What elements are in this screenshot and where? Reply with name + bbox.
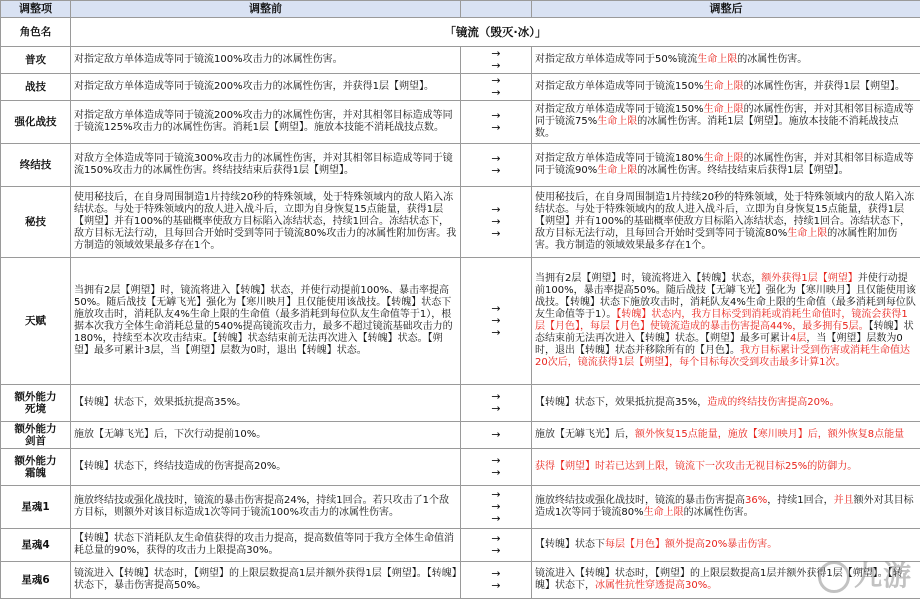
text-segment: 的冰属性伤害，并对其相邻目标造成等同于镜流90% bbox=[535, 153, 914, 176]
changed-text: 额外恢复15点能量，施放【寒川映月】后，额外恢复8点能量 bbox=[635, 429, 905, 440]
row-after bbox=[532, 422, 920, 449]
row-category: 终结技 bbox=[1, 144, 71, 187]
text-segment: 并使行动提前100%，暴击率提高50%。随后战技【无罅飞光】强化为【寒川映月】且仅能使用该战技。【转魄】状态下施放攻击时，消耗队友4%生命上限的生命值（最多消耗到每位队友生命值等于1）。 bbox=[535, 273, 916, 320]
changed-text: 并且 bbox=[833, 495, 854, 506]
row-before: 当拥有2层【朔望】时，镜流将进入【转魄】状态，并使行动提前100%、暴击率提高50%。随后战技【无罅飞光】强化为【寒川映月】且仅能使用该战技。【转魄】状态下施放攻击时，消耗队友4%生命上限的生命值（最多消耗到每位队友生命值等于1），根据本次我方全体生命消耗总量的540%提高镜流攻击力，最多不超过镜流基础攻击力的180%，持续至本次攻击结束。【转魄】状态结束前无法再次进入【转魄】状态。【朔望】最多可累计3层，当【朔望】层数为0时，退出【转魄】状态。 bbox=[71, 258, 461, 385]
table-row bbox=[1, 187, 920, 258]
text-segment: 对指定敌方单体造成等同于50%镜流 bbox=[535, 54, 698, 65]
row-before: 对敌方全体造成等同于镜流300%攻击力的冰属性伤害，并对其相邻目标造成等同于镜流150%攻击力的冰属性伤害。终结技结束后获得1层【朔望】。 bbox=[71, 144, 461, 187]
changed-text: 生命上限 bbox=[703, 153, 744, 164]
row-category: 普攻 bbox=[1, 47, 71, 74]
row-category: 强化战技 bbox=[1, 101, 71, 144]
row-category: 额外能力 剑首 bbox=[1, 422, 71, 449]
table-row bbox=[1, 529, 920, 562]
text-segment: 的冰属性伤害，并获得1层【朔望】。 bbox=[743, 81, 905, 92]
table-row bbox=[1, 486, 920, 529]
changed-text: 生命上限 bbox=[703, 104, 744, 115]
row-arrow: → → → bbox=[461, 486, 532, 529]
row-arrow: → → bbox=[461, 385, 532, 422]
changed-text: 生命上限 bbox=[643, 507, 684, 518]
row-before: 施放【无罅飞光】后，下次行动提前10%。 bbox=[71, 422, 461, 449]
row-arrow: → → bbox=[461, 562, 532, 599]
table-row bbox=[1, 74, 920, 101]
changed-text: 【转魄】状态内，我方目标受到消耗或消耗生命值时，镜流会获得1层【月色】，每层【月色】使镜流造成的暴击伤害提高44%，最多拥有5层。 bbox=[535, 309, 908, 332]
row-before: 对指定敌方单体造成等同于镜流200%攻击力的冰属性伤害，并对其相邻目标造成等同于镜流125%攻击力的冰属性伤害。消耗1层【朔望】。施放本技能不消耗战技点数。 bbox=[71, 101, 461, 144]
row-after bbox=[532, 101, 920, 144]
table-row bbox=[1, 101, 920, 144]
table-row bbox=[1, 562, 920, 599]
text-segment: 的冰属性附加伤害。我方制造的领域效果最多存在1个。 bbox=[535, 228, 898, 251]
table-row bbox=[1, 47, 920, 74]
table-row bbox=[1, 422, 920, 449]
table-row bbox=[1, 144, 920, 187]
text-segment: 镜流进入【转魄】状态时，【朔望】的上限层数提高1层并额外获得1层【朔望】。【转魄】状态下， bbox=[535, 568, 903, 591]
row-arrow: → → bbox=[461, 529, 532, 562]
table-row bbox=[1, 449, 920, 486]
row-arrow: → → → bbox=[461, 258, 532, 385]
header-item: 调整项 bbox=[1, 1, 71, 18]
row-after bbox=[532, 385, 920, 422]
text-segment: 对指定敌方单体造成等同于镜流150% bbox=[535, 104, 704, 115]
text-segment: 施放【无罅飞光】后， bbox=[535, 429, 635, 440]
changed-text: 36% bbox=[745, 495, 768, 506]
text-segment: 额外对其目标造成1次等同于镜流80% bbox=[535, 495, 914, 518]
row-arrow: → → → bbox=[461, 187, 532, 258]
text-segment: 当拥有2层【朔望】时，镜流将进入【转魄】状态， bbox=[535, 273, 762, 284]
changed-text: 生命上限 bbox=[597, 165, 638, 176]
row-after bbox=[532, 258, 920, 385]
changed-text: 生命上限 bbox=[703, 81, 744, 92]
row-before: 对指定敌方单体造成等同于镜流100%攻击力的冰属性伤害。 bbox=[71, 47, 461, 74]
changed-text: 额外获得1层【朔望】 bbox=[761, 273, 858, 284]
row-after bbox=[532, 187, 920, 258]
row-category: 天赋 bbox=[1, 258, 71, 385]
text-segment: 的冰属性伤害。 bbox=[737, 54, 808, 65]
row-before: 【转魄】状态下消耗队友生命值获得的攻击力提高，提高数值等同于我方全体生命值消耗总量的90%，获得的攻击力上限提高30%。 bbox=[71, 529, 461, 562]
row-before: 使用秘技后，在自身周围制造1片持续20秒的特殊领域，处于特殊领域内的敌人陷入冻结状态。与处于特殊领域内的敌人进入战斗后，立即为自身恢复15点能量，获得1层【朔望】并有100%的基础概率使敌方目标陷入冻结状态，持续1回合。冻结状态下，敌方目标无法行动，且每回合开始时受到等同于镜流80%攻击力的冰属性附加伤害。我方制造的领域效果最多存在1个。 bbox=[71, 187, 461, 258]
table-row bbox=[1, 385, 920, 422]
text-segment: 的冰属性伤害。消耗1层【朔望】。施放本技能不消耗战技点数。 bbox=[535, 116, 899, 139]
text-segment: ，持续1回合， bbox=[767, 495, 834, 506]
changed-text: 生命上限 bbox=[697, 54, 738, 65]
row-arrow: → → bbox=[461, 74, 532, 101]
text-segment: 的冰属性伤害。终结技结束后获得1层【朔望】。 bbox=[637, 165, 849, 176]
row-category: 额外能力 死境 bbox=[1, 385, 71, 422]
text-segment: 施放终结技或强化战技时，镜流的暴击伤害提高 bbox=[535, 495, 745, 506]
changed-text: 冰属性抗性穿透提高30%。 bbox=[595, 580, 718, 591]
row-arrow: → → bbox=[461, 47, 532, 74]
row-category: 星魂6 bbox=[1, 562, 71, 599]
row-after bbox=[532, 74, 920, 101]
row-category: 秘技 bbox=[1, 187, 71, 258]
text-segment: 【转魄】状态下 bbox=[535, 539, 605, 550]
changed-text: 4层 bbox=[790, 333, 807, 344]
row-before: 对指定敌方单体造成等同于镜流200%攻击力的冰属性伤害，并获得1层【朔望】。 bbox=[71, 74, 461, 101]
header-before: 调整前 bbox=[71, 1, 461, 18]
row-before: 施放终结技或强化战技时，镜流的暴击伤害提高24%，持续1回合。若只攻击了1个敌方目标，则额外对该目标造成1次等同于镜流100%攻击力的冰属性伤害。 bbox=[71, 486, 461, 529]
text-segment: 对指定敌方单体造成等同于镜流150% bbox=[535, 81, 704, 92]
row-before: 镜流进入【转魄】状态时，【朔望】的上限层数提高1层并额外获得1层【朔望】。【转魄】状态下，暴击伤害提高50%。 bbox=[71, 562, 461, 599]
character-name: 「镜流（毁灭·冰）」 bbox=[71, 18, 920, 47]
text-segment: 的冰属性伤害。 bbox=[683, 507, 754, 518]
text-segment: 【转魄】状态下，效果抵抗提高35%， bbox=[535, 397, 708, 408]
row-before: 【转魄】状态下，终结技造成的伤害提高20%。 bbox=[71, 449, 461, 486]
watermark bbox=[818, 554, 912, 594]
row-after bbox=[532, 449, 920, 486]
row-category: 额外能力 霜魄 bbox=[1, 449, 71, 486]
text-segment: ，当【朔望】层数为0时，退出【转魄】状态并移除所有的【月色】。 bbox=[535, 333, 903, 356]
changed-text: 造成的终结技伤害提高20%。 bbox=[707, 397, 840, 408]
header-after: 调整后 bbox=[532, 1, 920, 18]
row-arrow: → → bbox=[461, 144, 532, 187]
row-arrow: → bbox=[461, 422, 532, 449]
changed-text: 每层【月色】额外提高20%暴击伤害。 bbox=[605, 539, 778, 550]
header-arrow bbox=[461, 1, 532, 18]
changed-text: 获得【朔望】时若已达到上限，镜流下一次攻击无视目标25%的防御力。 bbox=[535, 461, 858, 472]
row-before: 【转魄】状态下，效果抵抗提高35%。 bbox=[71, 385, 461, 422]
watermark-logo-icon bbox=[818, 561, 850, 593]
row-after bbox=[532, 486, 920, 529]
row-category: 战技 bbox=[1, 74, 71, 101]
changed-text: 生命上限 bbox=[787, 228, 828, 239]
text-segment: 的冰属性伤害，并对其相邻目标造成等同于镜流75% bbox=[535, 104, 914, 127]
watermark-text: 九游 bbox=[853, 559, 912, 592]
row-category: 星魂4 bbox=[1, 529, 71, 562]
row-category: 星魂1 bbox=[1, 486, 71, 529]
table-row bbox=[1, 258, 920, 385]
row-after bbox=[532, 47, 920, 74]
row-arrow: → → bbox=[461, 101, 532, 144]
row-after bbox=[532, 144, 920, 187]
changed-text: 生命上限 bbox=[597, 116, 638, 127]
changed-text: 我方目标累计受到伤害或消耗生命值达20次后，镜流获得1层【朔望】，每个目标每次受到攻击最多计算1次。 bbox=[535, 345, 910, 368]
name-label: 角色名 bbox=[1, 18, 71, 47]
text-segment: 【转魄】状态结束前无法再次进入【转魄】状态。【朔望】最多可累计 bbox=[535, 321, 914, 344]
text-segment: 对指定敌方单体造成等同于镜流180% bbox=[535, 153, 704, 164]
row-arrow: → → bbox=[461, 449, 532, 486]
text-segment: 使用秘技后，在自身周围制造1片持续20秒的特殊领域，处于特殊领域内的敌人陷入冻结状态。与处于特殊领域内的敌人进入战斗后，立即为自身恢复15点能量，获得1层【朔望】并有100%的基础概率使敌方目标陷入冻结状态，持续1回合。冻结状态下，敌方目标无法行动，且每回合开始时受到等同于镜流80% bbox=[535, 192, 915, 239]
